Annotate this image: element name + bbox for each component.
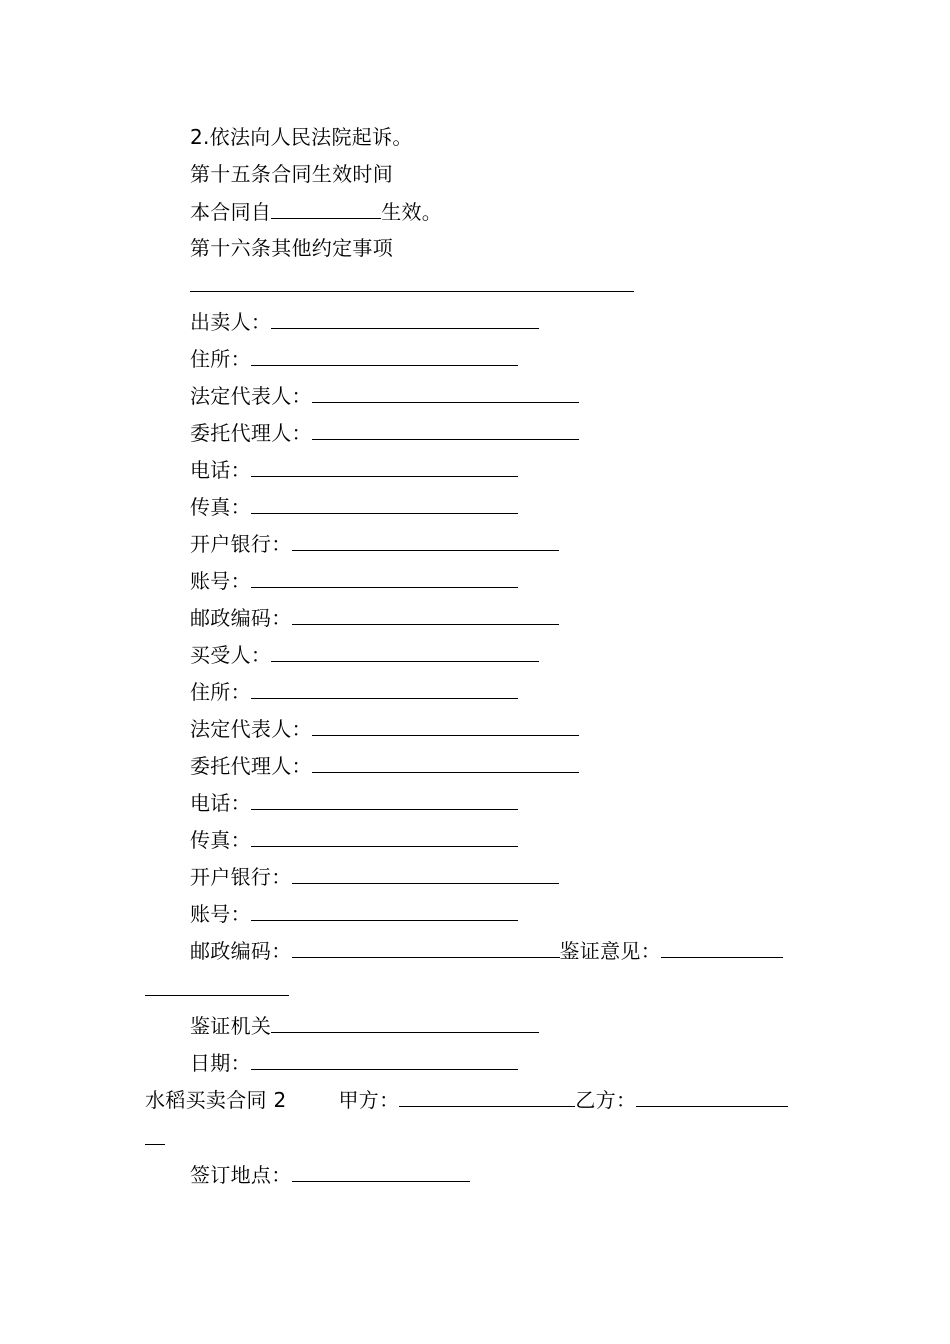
signing-place-field bbox=[190, 1162, 470, 1186]
party-b-continuation bbox=[145, 1125, 165, 1149]
date-field bbox=[190, 1050, 518, 1074]
verification-opinion-label: 鉴证意见： bbox=[559, 939, 661, 963]
field-label: 开户银行： bbox=[190, 532, 292, 556]
field-label: 邮政编码： bbox=[190, 606, 292, 630]
field-blank[interactable] bbox=[251, 346, 518, 366]
field-blank[interactable] bbox=[292, 605, 559, 625]
field-label: 住所： bbox=[190, 347, 251, 371]
field-label: 开户银行： bbox=[190, 865, 292, 889]
buyer-agent-field bbox=[190, 753, 579, 777]
field-blank[interactable] bbox=[292, 938, 560, 958]
field-blank[interactable] bbox=[312, 753, 579, 773]
seller-agent-field bbox=[190, 420, 579, 444]
heading-article-16 bbox=[190, 236, 393, 260]
seller-field bbox=[190, 309, 539, 333]
verification-authority-field bbox=[190, 1013, 539, 1037]
buyer-postcode-verification-line bbox=[190, 938, 783, 962]
field-label: 住所： bbox=[190, 680, 251, 704]
field-label: 日期： bbox=[190, 1051, 251, 1075]
field-label: 电话： bbox=[190, 458, 251, 482]
buyer-fax-field bbox=[190, 827, 518, 851]
field-label: 传真： bbox=[190, 828, 251, 852]
field-blank[interactable] bbox=[292, 1162, 470, 1182]
heading-article-15 bbox=[190, 162, 393, 186]
field-blank[interactable] bbox=[292, 864, 559, 884]
field-blank[interactable] bbox=[251, 827, 518, 847]
field-label: 委托代理人： bbox=[190, 421, 312, 445]
party-a-blank[interactable] bbox=[399, 1087, 575, 1107]
field-label: 邮政编码： bbox=[190, 939, 292, 963]
party-b-blank[interactable] bbox=[636, 1087, 788, 1107]
effective-date-line bbox=[190, 199, 442, 223]
field-blank[interactable] bbox=[251, 457, 518, 477]
buyer-account-field bbox=[190, 901, 518, 925]
buyer-phone-field bbox=[190, 790, 518, 814]
field-label: 法定代表人： bbox=[190, 384, 312, 408]
line-text-after: 生效。 bbox=[381, 200, 443, 224]
field-blank[interactable] bbox=[271, 309, 539, 329]
verification-opinion-continuation bbox=[145, 976, 289, 1000]
heading-text: 第十六条其他约定事项 bbox=[190, 236, 393, 260]
continuation-blank[interactable] bbox=[145, 976, 289, 996]
buyer-legal-rep-field bbox=[190, 716, 579, 740]
field-label: 委托代理人： bbox=[190, 754, 312, 778]
clause-text: 2.依法向人民法院起诉。 bbox=[190, 125, 413, 149]
field-blank[interactable] bbox=[312, 716, 579, 736]
field-blank[interactable] bbox=[251, 1050, 518, 1070]
field-label: 出卖人： bbox=[190, 310, 272, 334]
verification-opinion-blank[interactable] bbox=[661, 938, 783, 958]
field-label: 传真： bbox=[190, 495, 251, 519]
field-label: 鉴证机关 bbox=[190, 1014, 272, 1038]
effective-date-blank[interactable] bbox=[271, 199, 381, 219]
field-label: 签订地点： bbox=[190, 1163, 292, 1187]
field-label: 电话： bbox=[190, 791, 251, 815]
seller-fax-field bbox=[190, 494, 518, 518]
field-blank[interactable] bbox=[251, 568, 518, 588]
seller-legal-rep-field bbox=[190, 383, 579, 407]
field-blank[interactable] bbox=[251, 679, 518, 699]
seller-bank-field bbox=[190, 531, 559, 555]
field-blank[interactable] bbox=[271, 1013, 539, 1033]
field-blank[interactable] bbox=[251, 901, 518, 921]
party-b-label: 乙方： bbox=[575, 1088, 637, 1112]
buyer-field bbox=[190, 642, 539, 666]
other-matters-line bbox=[190, 272, 634, 296]
field-blank[interactable] bbox=[251, 790, 518, 810]
seller-address-field bbox=[190, 346, 518, 370]
field-label: 账号： bbox=[190, 902, 251, 926]
field-blank[interactable] bbox=[312, 383, 579, 403]
buyer-address-field bbox=[190, 679, 518, 703]
field-label: 买受人： bbox=[190, 643, 272, 667]
field-blank[interactable] bbox=[312, 420, 579, 440]
contract-title: 水稻买卖合同 2 bbox=[145, 1088, 287, 1112]
field-blank[interactable] bbox=[292, 531, 559, 551]
field-blank[interactable] bbox=[251, 494, 518, 514]
seller-account-field bbox=[190, 568, 518, 592]
seller-phone-field bbox=[190, 457, 518, 481]
other-matters-blank[interactable] bbox=[190, 272, 634, 292]
buyer-bank-field bbox=[190, 864, 559, 888]
seller-postcode-field bbox=[190, 605, 559, 629]
field-label: 法定代表人： bbox=[190, 717, 312, 741]
field-blank[interactable] bbox=[271, 642, 539, 662]
clause-item-2 bbox=[190, 125, 413, 149]
party-a-label: 甲方： bbox=[338, 1088, 400, 1112]
heading-text: 第十五条合同生效时间 bbox=[190, 162, 393, 186]
field-label: 账号： bbox=[190, 569, 251, 593]
line-text-before: 本合同自 bbox=[190, 200, 272, 224]
continuation-blank[interactable] bbox=[145, 1125, 165, 1145]
contract-2-header-line bbox=[145, 1087, 788, 1111]
